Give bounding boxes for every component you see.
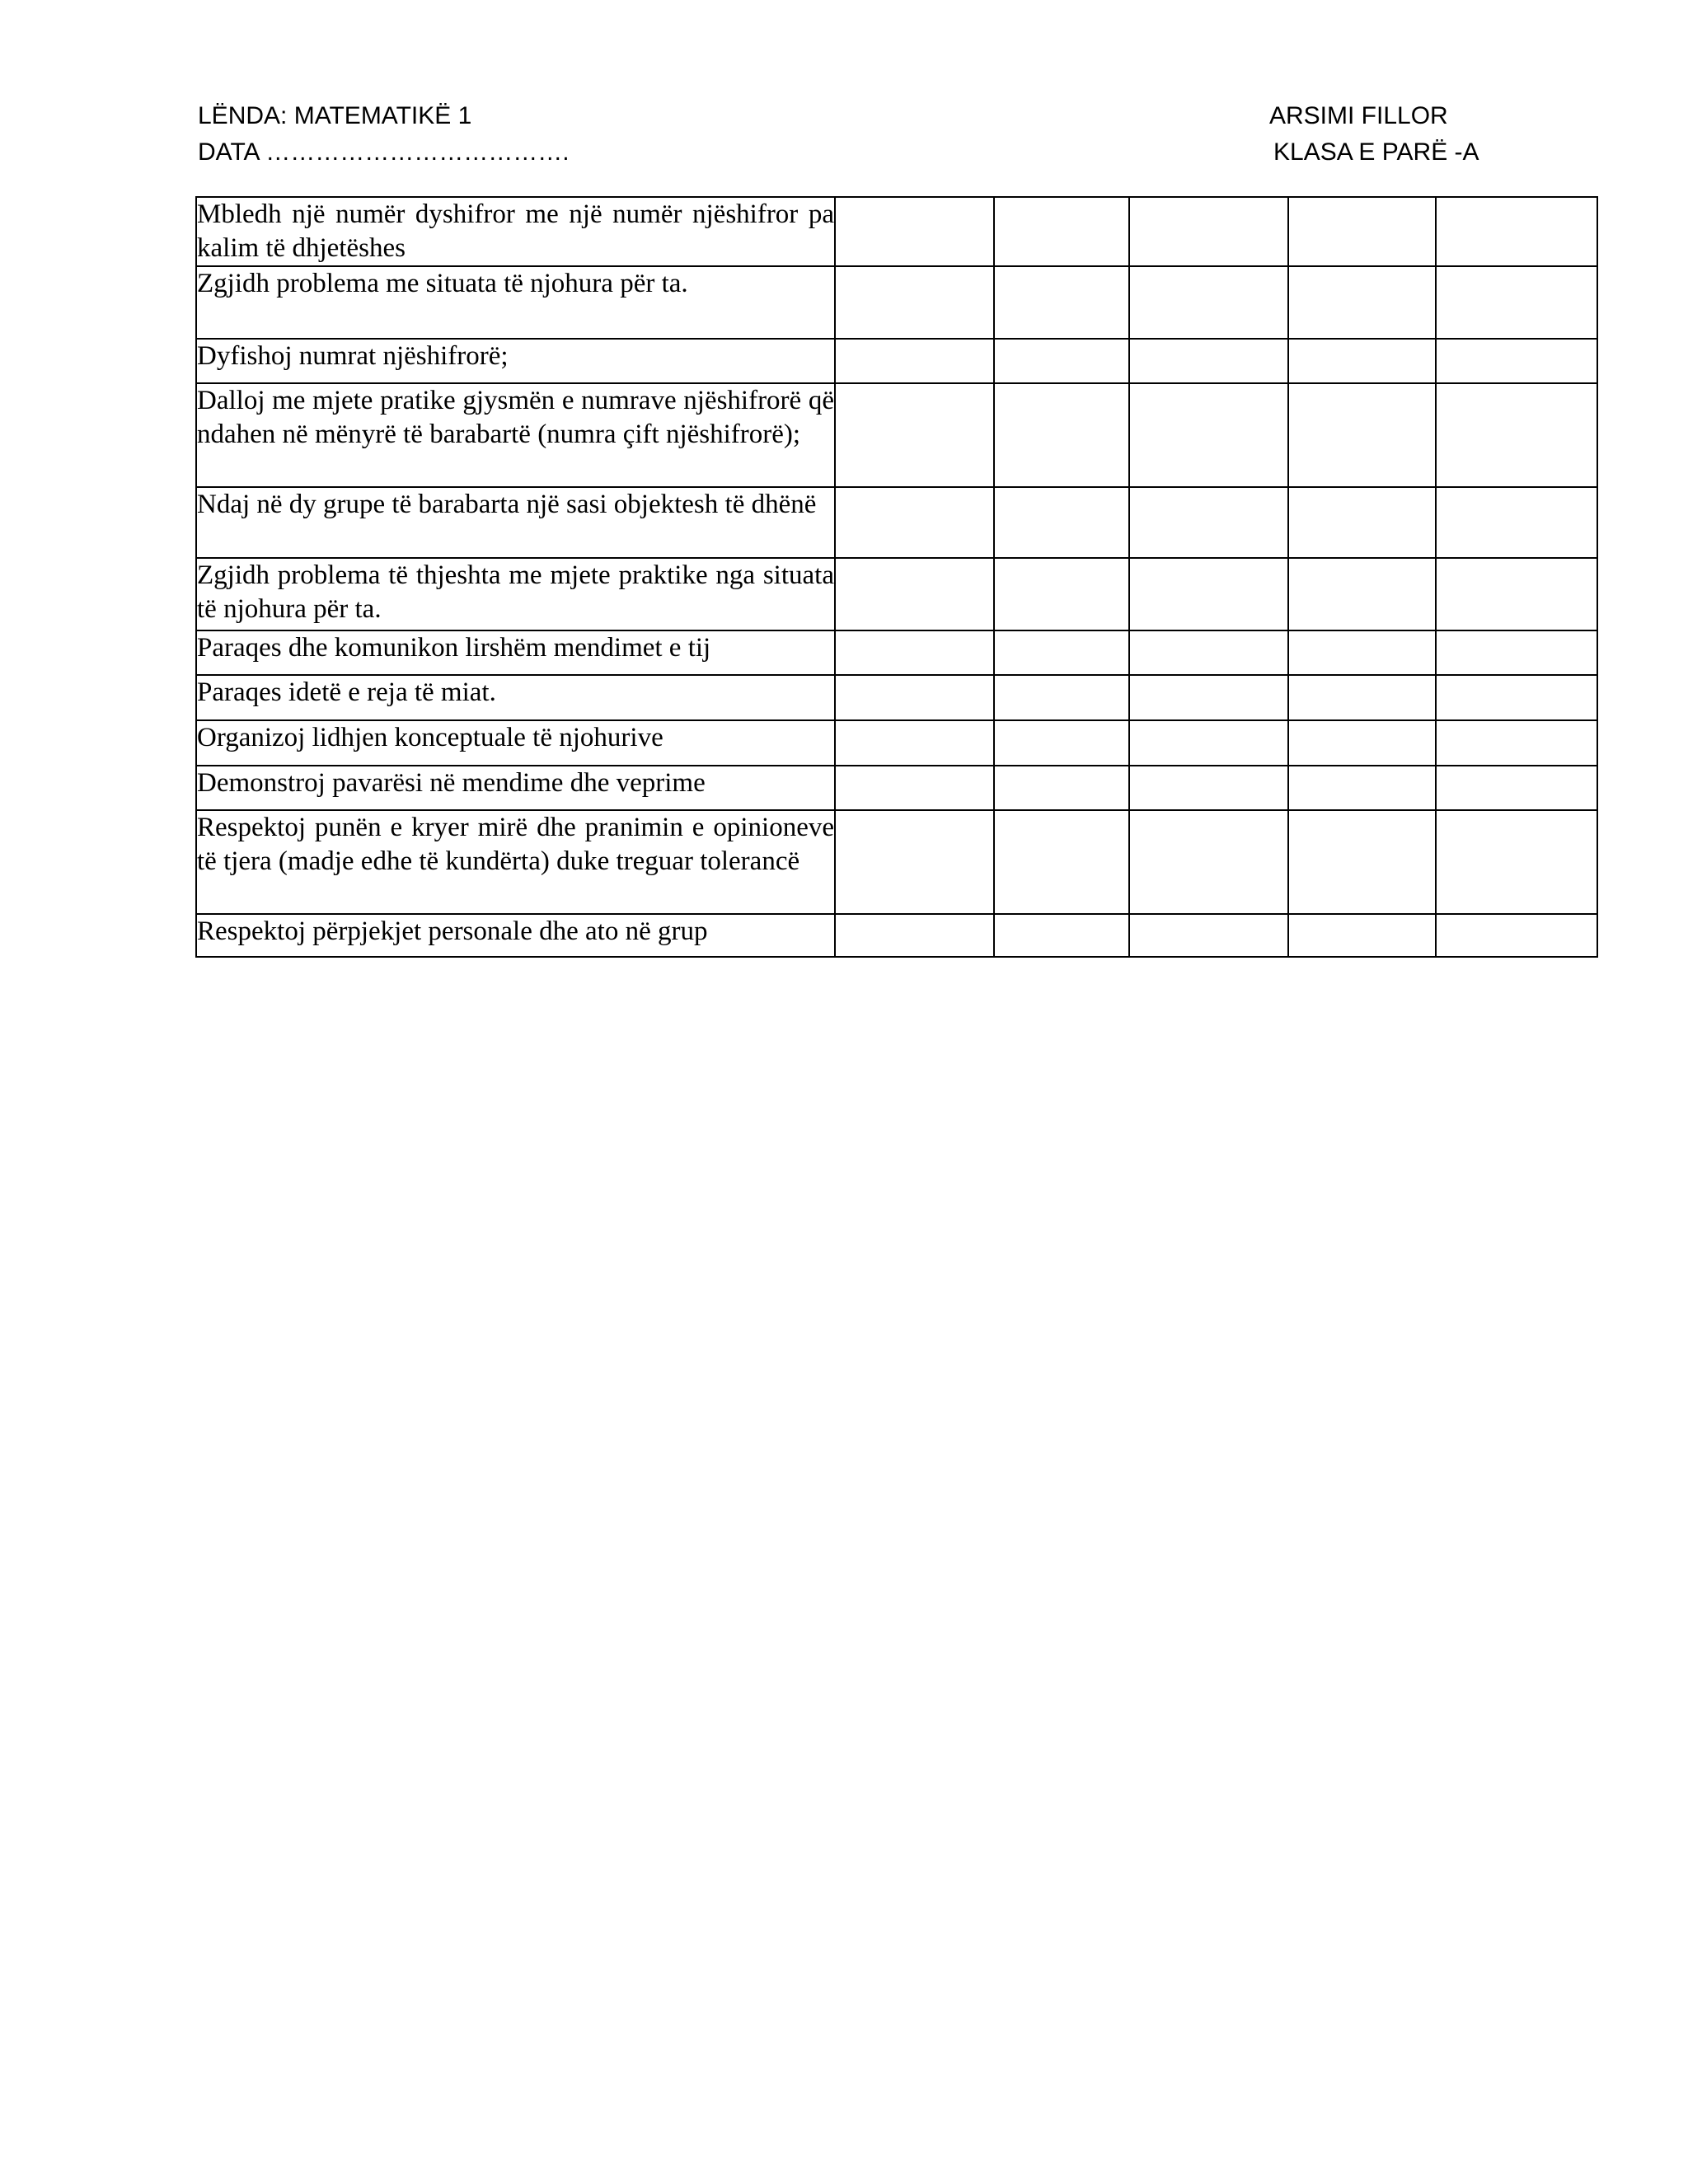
grade-cell[interactable] — [1129, 675, 1288, 720]
criterion-text: Respektoj përpjekjet personale dhe ato në grup — [197, 916, 708, 946]
school-level-label: ARSIMI FILLOR — [1269, 102, 1448, 129]
grade-cell[interactable] — [1288, 558, 1436, 630]
grade-cell[interactable] — [994, 266, 1129, 339]
grade-cell[interactable] — [994, 383, 1129, 487]
grade-cell[interactable] — [1436, 914, 1597, 957]
grade-cell[interactable] — [835, 558, 994, 630]
criterion-row — [196, 339, 1597, 383]
grade-cell[interactable] — [835, 766, 994, 810]
grade-cell[interactable] — [1436, 630, 1597, 675]
criterion-row — [196, 630, 1597, 675]
criterion-cell — [196, 487, 835, 558]
grade-cell[interactable] — [1129, 383, 1288, 487]
grade-cell[interactable] — [835, 383, 994, 487]
criterion-cell — [196, 630, 835, 675]
criterion-text: Paraqes dhe komunikon lirshëm mendimet e tij — [197, 633, 711, 663]
criterion-row — [196, 675, 1597, 720]
grade-cell[interactable] — [835, 266, 994, 339]
grade-cell[interactable] — [1436, 558, 1597, 630]
grade-cell[interactable] — [1129, 766, 1288, 810]
criterion-cell — [196, 810, 835, 914]
criterion-cell — [196, 914, 835, 957]
grade-cell[interactable] — [994, 339, 1129, 383]
grade-cell[interactable] — [1436, 383, 1597, 487]
grade-cell[interactable] — [994, 810, 1129, 914]
grade-cell[interactable] — [994, 487, 1129, 558]
grade-cell[interactable] — [1288, 914, 1436, 957]
assessment-table — [195, 196, 1598, 958]
criterion-cell — [196, 266, 835, 339]
criterion-text: Ndaj në dy grupe të barabarta një sasi objektesh të dhënë — [197, 490, 817, 519]
grade-cell[interactable] — [1288, 383, 1436, 487]
grade-cell[interactable] — [1436, 810, 1597, 914]
grade-cell[interactable] — [1129, 720, 1288, 766]
grade-cell[interactable] — [1288, 720, 1436, 766]
grade-cell[interactable] — [1436, 266, 1597, 339]
criterion-text: Organizoj lidhjen konceptuale të njohurive — [197, 723, 663, 752]
date-label: DATA ………………………………. — [198, 138, 570, 166]
grade-cell[interactable] — [835, 720, 994, 766]
class-label: KLASA E PARË -A — [1273, 138, 1479, 166]
criterion-text: Zgjidh problema me situata të njohura për ta. — [197, 269, 688, 298]
grade-cell[interactable] — [994, 197, 1129, 266]
grade-cell[interactable] — [1129, 266, 1288, 339]
criterion-row — [196, 766, 1597, 810]
grade-cell[interactable] — [994, 914, 1129, 957]
grade-cell[interactable] — [1288, 487, 1436, 558]
criterion-cell — [196, 558, 835, 630]
grade-cell[interactable] — [1129, 630, 1288, 675]
criterion-text: Zgjidh problema të thjeshta me mjete praktike nga situata të njohura për ta. — [197, 560, 834, 624]
subject-label: LËNDA: MATEMATIKË 1 — [198, 102, 472, 129]
grade-cell[interactable] — [1129, 339, 1288, 383]
criterion-row — [196, 197, 1597, 266]
criterion-cell — [196, 339, 835, 383]
criterion-row — [196, 487, 1597, 558]
criterion-text: Paraqes idetë e reja të miat. — [197, 677, 496, 707]
criterion-row — [196, 810, 1597, 914]
criterion-row — [196, 558, 1597, 630]
grade-cell[interactable] — [835, 914, 994, 957]
grade-cell[interactable] — [1288, 810, 1436, 914]
criterion-row — [196, 914, 1597, 957]
grade-cell[interactable] — [1436, 720, 1597, 766]
grade-cell[interactable] — [1436, 487, 1597, 558]
grade-cell[interactable] — [835, 630, 994, 675]
grade-cell[interactable] — [1129, 914, 1288, 957]
grade-cell[interactable] — [835, 197, 994, 266]
criterion-text: Demonstroj pavarësi në mendime dhe veprime — [197, 768, 706, 798]
grade-cell[interactable] — [994, 675, 1129, 720]
criterion-row — [196, 266, 1597, 339]
grade-cell[interactable] — [835, 487, 994, 558]
grade-cell[interactable] — [1288, 675, 1436, 720]
grade-cell[interactable] — [1288, 766, 1436, 810]
grade-cell[interactable] — [1288, 197, 1436, 266]
grade-cell[interactable] — [994, 720, 1129, 766]
grade-cell[interactable] — [1288, 266, 1436, 339]
grade-cell[interactable] — [1436, 675, 1597, 720]
grade-cell[interactable] — [1436, 339, 1597, 383]
criterion-cell — [196, 383, 835, 487]
grade-cell[interactable] — [835, 339, 994, 383]
criterion-row — [196, 720, 1597, 766]
criterion-cell — [196, 766, 835, 810]
grade-cell[interactable] — [994, 766, 1129, 810]
criterion-cell — [196, 675, 835, 720]
grade-cell[interactable] — [1129, 558, 1288, 630]
grade-cell[interactable] — [994, 630, 1129, 675]
grade-cell[interactable] — [835, 675, 994, 720]
grade-cell[interactable] — [1288, 630, 1436, 675]
grade-cell[interactable] — [1129, 487, 1288, 558]
grade-cell[interactable] — [1436, 766, 1597, 810]
grade-cell[interactable] — [1129, 810, 1288, 914]
criterion-cell — [196, 197, 835, 266]
criterion-text: Dalloj me mjete pratike gjysmën e numrave njëshifrorë që ndahen në mënyrë të barabartë (numra çift njëshifrorë); — [197, 386, 834, 449]
criterion-text: Dyfishoj numrat njëshifrorë; — [197, 341, 509, 371]
criterion-cell — [196, 720, 835, 766]
grade-cell[interactable] — [1436, 197, 1597, 266]
grade-cell[interactable] — [1288, 339, 1436, 383]
criterion-row — [196, 383, 1597, 487]
criterion-text: Mbledh një numër dyshifror me një numër njëshifror pa kalim të dhjetëshes — [197, 199, 834, 263]
grade-cell[interactable] — [1129, 197, 1288, 266]
grade-cell[interactable] — [994, 558, 1129, 630]
grade-cell[interactable] — [835, 810, 994, 914]
criterion-text: Respektoj punën e kryer mirë dhe pranimin e opinioneve të tjera (madje edhe të kundërta) duke treguar tolerancë — [197, 813, 834, 876]
